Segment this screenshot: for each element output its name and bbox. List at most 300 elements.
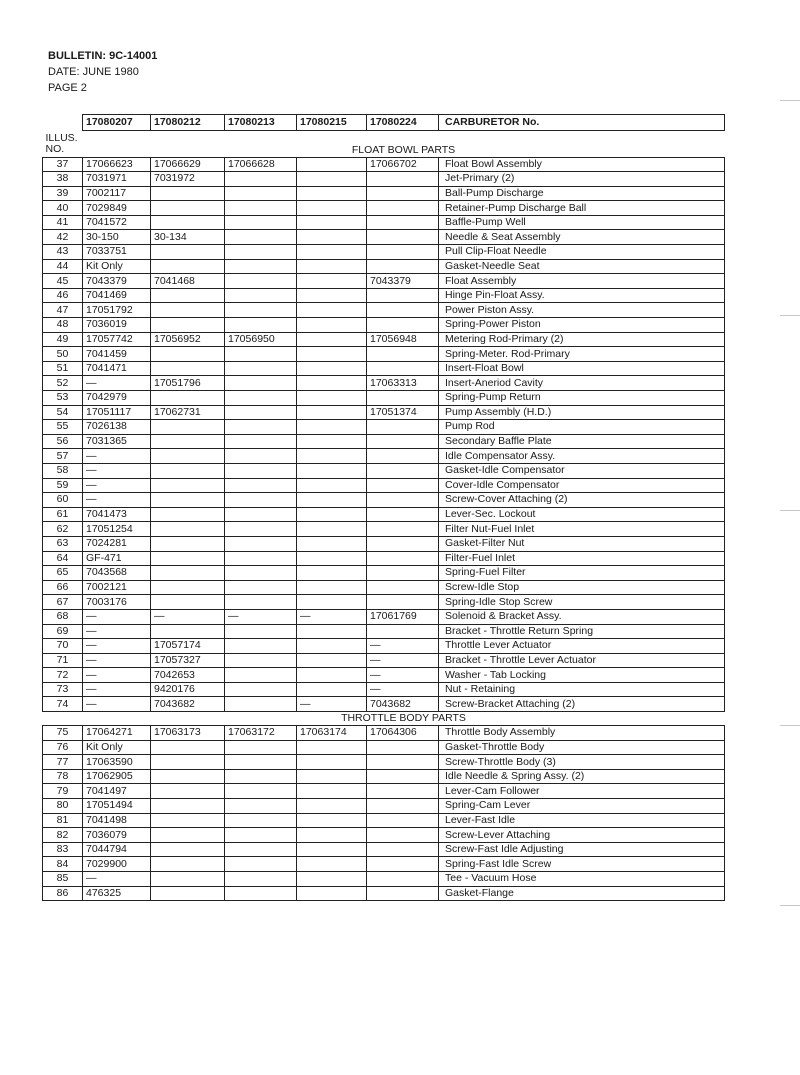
table-row — [43, 886, 725, 901]
illus-number: 69 — [43, 624, 83, 639]
part-number-cell — [151, 507, 225, 522]
illus-number: 43 — [43, 245, 83, 260]
part-number-cell — [225, 595, 297, 610]
margin-mark — [780, 100, 800, 101]
part-number-cell — [367, 478, 439, 493]
part-number-cell: — — [83, 449, 151, 464]
table-row — [43, 624, 725, 639]
part-number-cell — [151, 886, 225, 901]
table-row — [43, 536, 725, 551]
part-number-cell — [225, 886, 297, 901]
part-description: Float Bowl Assembly — [439, 157, 725, 172]
table-row — [43, 551, 725, 566]
table-row — [43, 172, 725, 187]
part-number-cell — [297, 639, 367, 654]
part-number-cell: 17051494 — [83, 799, 151, 814]
part-number-cell — [151, 288, 225, 303]
table-row — [43, 449, 725, 464]
part-number-cell — [225, 215, 297, 230]
illus-number: 68 — [43, 609, 83, 624]
illus-number: 38 — [43, 172, 83, 187]
part-number-cell — [151, 478, 225, 493]
part-number-cell — [367, 857, 439, 872]
table-row — [43, 391, 725, 406]
part-number-cell — [297, 318, 367, 333]
column-header: 17080224 — [367, 115, 439, 131]
illus-number: 77 — [43, 755, 83, 770]
part-number-cell — [151, 857, 225, 872]
part-description: Gasket-Filter Nut — [439, 536, 725, 551]
part-number-cell — [367, 799, 439, 814]
part-description: Metering Rod-Primary (2) — [439, 332, 725, 347]
part-number-cell: 7041498 — [83, 813, 151, 828]
table-row — [43, 828, 725, 843]
part-number-cell — [297, 303, 367, 318]
part-number-cell — [367, 259, 439, 274]
illus-number: 72 — [43, 668, 83, 683]
part-number-cell — [225, 857, 297, 872]
part-number-cell — [225, 230, 297, 245]
part-number-cell — [225, 405, 297, 420]
illus-number: 78 — [43, 769, 83, 784]
part-description: Spring-Meter. Rod-Primary — [439, 347, 725, 362]
carburetor-header-row — [43, 115, 725, 131]
part-description: Gasket-Needle Seat — [439, 259, 725, 274]
bulletin-number: BULLETIN: 9C-14001 — [48, 50, 158, 62]
part-number-cell: — — [83, 463, 151, 478]
table-row — [43, 215, 725, 230]
part-number-cell: 7041468 — [151, 274, 225, 289]
table-row — [43, 376, 725, 391]
part-description: Baffle-Pump Well — [439, 215, 725, 230]
part-number-cell — [151, 186, 225, 201]
illus-number: 75 — [43, 726, 83, 741]
part-number-cell — [367, 872, 439, 887]
part-number-cell — [297, 682, 367, 697]
part-number-cell — [367, 463, 439, 478]
part-number-cell: 17063173 — [151, 726, 225, 741]
part-number-cell — [297, 245, 367, 260]
illus-number: 56 — [43, 434, 83, 449]
part-number-cell — [151, 303, 225, 318]
part-number-cell — [225, 318, 297, 333]
table-row — [43, 186, 725, 201]
part-number-cell — [367, 230, 439, 245]
part-number-cell: 17062905 — [83, 769, 151, 784]
part-number-cell: GF-471 — [83, 551, 151, 566]
part-description: Solenoid & Bracket Assy. — [439, 609, 725, 624]
part-number-cell — [151, 755, 225, 770]
part-number-cell — [225, 580, 297, 595]
part-number-cell — [151, 828, 225, 843]
part-number-cell: 7041473 — [83, 507, 151, 522]
part-number-cell — [151, 201, 225, 216]
part-number-cell: 17051792 — [83, 303, 151, 318]
part-number-cell — [297, 886, 367, 901]
part-number-cell — [297, 828, 367, 843]
margin-mark — [780, 725, 800, 726]
part-number-cell — [225, 434, 297, 449]
part-number-cell — [297, 434, 367, 449]
table-row — [43, 769, 725, 784]
part-number-cell: 7002117 — [83, 186, 151, 201]
illus-label-line: NO. — [45, 142, 65, 155]
part-number-cell — [225, 463, 297, 478]
part-number-cell — [367, 551, 439, 566]
part-number-cell — [367, 842, 439, 857]
part-number-cell — [151, 566, 225, 581]
part-number-cell — [151, 245, 225, 260]
part-number-cell — [297, 201, 367, 216]
part-number-cell: 17051117 — [83, 405, 151, 420]
illus-number: 49 — [43, 332, 83, 347]
table-row — [43, 245, 725, 260]
part-number-cell — [225, 813, 297, 828]
part-description: Power Piston Assy. — [439, 303, 725, 318]
part-number-cell — [151, 740, 225, 755]
illus-number: 54 — [43, 405, 83, 420]
part-number-cell — [367, 172, 439, 187]
part-number-cell — [297, 784, 367, 799]
part-number-cell: 17063172 — [225, 726, 297, 741]
part-number-cell — [151, 769, 225, 784]
part-number-cell — [225, 872, 297, 887]
part-number-cell: — — [225, 609, 297, 624]
illus-number: 46 — [43, 288, 83, 303]
illus-number: 61 — [43, 507, 83, 522]
part-number-cell: 17051254 — [83, 522, 151, 537]
table-row — [43, 740, 725, 755]
part-description: Jet-Primary (2) — [439, 172, 725, 187]
part-number-cell: 7036079 — [83, 828, 151, 843]
part-number-cell: 17056950 — [225, 332, 297, 347]
part-number-cell — [225, 755, 297, 770]
part-description: Spring-Idle Stop Screw — [439, 595, 725, 610]
part-number-cell — [297, 595, 367, 610]
part-number-cell — [225, 245, 297, 260]
table-row — [43, 566, 725, 581]
table-row — [43, 784, 725, 799]
part-number-cell — [151, 361, 225, 376]
part-number-cell: 17061769 — [367, 609, 439, 624]
part-number-cell — [225, 507, 297, 522]
part-number-cell: 7042653 — [151, 668, 225, 683]
part-number-cell — [367, 595, 439, 610]
part-number-cell: 17057174 — [151, 639, 225, 654]
part-number-cell — [367, 755, 439, 770]
part-number-cell: 7002121 — [83, 580, 151, 595]
part-description: Idle Compensator Assy. — [439, 449, 725, 464]
table-row — [43, 609, 725, 624]
part-number-cell: 17057742 — [83, 332, 151, 347]
table-row — [43, 653, 725, 668]
part-number-cell: — — [83, 376, 151, 391]
table-row — [43, 799, 725, 814]
part-number-cell — [225, 828, 297, 843]
part-number-cell — [297, 376, 367, 391]
part-description: Screw-Fast Idle Adjusting — [439, 842, 725, 857]
part-number-cell — [225, 668, 297, 683]
part-description: Float Assembly — [439, 274, 725, 289]
part-number-cell — [225, 303, 297, 318]
part-number-cell — [225, 653, 297, 668]
part-description: Washer - Tab Locking — [439, 668, 725, 683]
part-number-cell — [297, 566, 367, 581]
part-description: Gasket-Flange — [439, 886, 725, 901]
part-number-cell: 17063313 — [367, 376, 439, 391]
part-number-cell: 476325 — [83, 886, 151, 901]
part-number-cell — [297, 230, 367, 245]
part-description: Bracket - Throttle Lever Actuator — [439, 653, 725, 668]
bulletin-date: DATE: JUNE 1980 — [48, 66, 139, 78]
part-description: Filter Nut-Fuel Inlet — [439, 522, 725, 537]
part-number-cell — [297, 215, 367, 230]
part-number-cell: — — [151, 609, 225, 624]
page-number: PAGE 2 — [48, 82, 87, 94]
part-number-cell — [151, 551, 225, 566]
part-number-cell — [151, 799, 225, 814]
part-number-cell — [225, 536, 297, 551]
part-description: Spring-Power Piston — [439, 318, 725, 333]
part-description: Hinge Pin-Float Assy. — [439, 288, 725, 303]
illus-number: 40 — [43, 201, 83, 216]
part-number-cell: — — [297, 697, 367, 712]
part-number-cell: 30-150 — [83, 230, 151, 245]
part-number-cell — [297, 842, 367, 857]
table-row — [43, 274, 725, 289]
table-row — [43, 230, 725, 245]
illus-number: 48 — [43, 318, 83, 333]
table-row — [43, 347, 725, 362]
part-number-cell — [297, 668, 367, 683]
part-number-cell — [297, 259, 367, 274]
part-number-cell — [151, 784, 225, 799]
part-number-cell: 7041459 — [83, 347, 151, 362]
illus-number: 60 — [43, 493, 83, 508]
part-number-cell: — — [83, 639, 151, 654]
column-header: 17080215 — [297, 115, 367, 131]
table-row — [43, 201, 725, 216]
part-number-cell — [151, 215, 225, 230]
illus-number: 84 — [43, 857, 83, 872]
table-row — [43, 405, 725, 420]
part-number-cell — [151, 347, 225, 362]
part-description: Spring-Cam Lever — [439, 799, 725, 814]
part-number-cell: 7036019 — [83, 318, 151, 333]
table-row — [43, 507, 725, 522]
illus-number: 42 — [43, 230, 83, 245]
part-number-cell — [297, 405, 367, 420]
section-header-row — [43, 131, 725, 158]
illus-number: 53 — [43, 391, 83, 406]
margin-mark — [780, 510, 800, 511]
part-number-cell — [297, 872, 367, 887]
part-description: Secondary Baffle Plate — [439, 434, 725, 449]
part-number-cell — [151, 420, 225, 435]
part-number-cell — [367, 828, 439, 843]
part-number-cell — [151, 624, 225, 639]
part-description: Spring-Fast Idle Screw — [439, 857, 725, 872]
part-number-cell — [367, 522, 439, 537]
illus-number: 65 — [43, 566, 83, 581]
part-description: Spring-Fuel Filter — [439, 566, 725, 581]
part-number-cell: 17066623 — [83, 157, 151, 172]
part-number-cell: 7043568 — [83, 566, 151, 581]
part-number-cell: 7041497 — [83, 784, 151, 799]
part-number-cell: 17064271 — [83, 726, 151, 741]
part-number-cell: 17063174 — [297, 726, 367, 741]
part-number-cell: 17057327 — [151, 653, 225, 668]
part-number-cell — [297, 580, 367, 595]
part-number-cell: 7031365 — [83, 434, 151, 449]
table-row — [43, 318, 725, 333]
part-number-cell — [297, 347, 367, 362]
part-description: Cover-Idle Compensator — [439, 478, 725, 493]
table-row — [43, 288, 725, 303]
part-number-cell — [297, 799, 367, 814]
part-number-cell — [225, 740, 297, 755]
table-row — [43, 522, 725, 537]
part-description: Insert-Aneriod Cavity — [439, 376, 725, 391]
part-number-cell: — — [83, 653, 151, 668]
part-number-cell: 7043379 — [367, 274, 439, 289]
part-number-cell — [225, 361, 297, 376]
part-number-cell — [225, 391, 297, 406]
part-number-cell — [225, 478, 297, 493]
illus-number: 37 — [43, 157, 83, 172]
table-row — [43, 332, 725, 347]
part-number-cell — [151, 449, 225, 464]
part-number-cell — [225, 376, 297, 391]
part-number-cell: 7041469 — [83, 288, 151, 303]
part-number-cell: 30-134 — [151, 230, 225, 245]
part-number-cell — [367, 769, 439, 784]
illus-number: 45 — [43, 274, 83, 289]
part-number-cell — [151, 259, 225, 274]
table-row — [43, 478, 725, 493]
part-number-cell — [367, 507, 439, 522]
part-number-cell — [225, 624, 297, 639]
table-row — [43, 755, 725, 770]
part-number-cell — [297, 507, 367, 522]
part-number-cell — [367, 624, 439, 639]
part-description: Retainer-Pump Discharge Ball — [439, 201, 725, 216]
part-description: Tee - Vacuum Hose — [439, 872, 725, 887]
part-number-cell — [225, 259, 297, 274]
part-number-cell — [225, 449, 297, 464]
part-number-cell: 7043682 — [151, 697, 225, 712]
part-number-cell — [225, 842, 297, 857]
part-number-cell — [367, 318, 439, 333]
illus-number: 83 — [43, 842, 83, 857]
part-number-cell: 17066702 — [367, 157, 439, 172]
part-number-cell — [367, 784, 439, 799]
part-number-cell — [367, 566, 439, 581]
part-number-cell — [225, 784, 297, 799]
part-number-cell — [151, 872, 225, 887]
part-number-cell — [367, 201, 439, 216]
part-number-cell: 17051796 — [151, 376, 225, 391]
part-number-cell — [297, 463, 367, 478]
part-number-cell — [297, 157, 367, 172]
part-number-cell — [297, 449, 367, 464]
section-header-row — [43, 712, 725, 726]
part-description: Throttle Body Assembly — [439, 726, 725, 741]
part-number-cell — [151, 842, 225, 857]
part-number-cell — [297, 624, 367, 639]
part-number-cell — [297, 857, 367, 872]
part-number-cell — [151, 463, 225, 478]
part-number-cell — [297, 420, 367, 435]
part-number-cell — [297, 288, 367, 303]
part-number-cell — [225, 172, 297, 187]
part-number-cell: 7043379 — [83, 274, 151, 289]
part-number-cell — [225, 769, 297, 784]
part-number-cell — [297, 186, 367, 201]
part-number-cell — [225, 522, 297, 537]
table-row — [43, 463, 725, 478]
table-row — [43, 493, 725, 508]
part-number-cell — [367, 303, 439, 318]
part-number-cell — [297, 274, 367, 289]
part-description: Spring-Pump Return — [439, 391, 725, 406]
part-number-cell — [297, 391, 367, 406]
illus-number: 66 — [43, 580, 83, 595]
part-number-cell — [297, 769, 367, 784]
illus-number: 63 — [43, 536, 83, 551]
part-number-cell: 7033751 — [83, 245, 151, 260]
table-row — [43, 434, 725, 449]
part-number-cell — [225, 551, 297, 566]
part-number-cell: 17063590 — [83, 755, 151, 770]
part-number-cell: — — [83, 697, 151, 712]
table-row — [43, 682, 725, 697]
part-number-cell — [151, 536, 225, 551]
illus-number: 82 — [43, 828, 83, 843]
part-number-cell — [297, 653, 367, 668]
part-number-cell: 7043682 — [367, 697, 439, 712]
part-number-cell: — — [83, 609, 151, 624]
part-number-cell — [225, 274, 297, 289]
part-number-cell: — — [83, 668, 151, 683]
part-number-cell — [297, 493, 367, 508]
part-description: Throttle Lever Actuator — [439, 639, 725, 654]
illus-number: 71 — [43, 653, 83, 668]
part-number-cell — [151, 434, 225, 449]
part-number-cell: — — [83, 682, 151, 697]
part-description: Screw-Throttle Body (3) — [439, 755, 725, 770]
table-row — [43, 639, 725, 654]
part-number-cell: — — [297, 609, 367, 624]
part-number-cell: 17051374 — [367, 405, 439, 420]
part-number-cell — [367, 245, 439, 260]
part-number-cell: 7031972 — [151, 172, 225, 187]
part-number-cell — [225, 639, 297, 654]
part-number-cell — [151, 493, 225, 508]
parts-table — [42, 114, 725, 901]
part-description: Pump Rod — [439, 420, 725, 435]
illus-number: 80 — [43, 799, 83, 814]
carburetor-label: CARBURETOR No. — [439, 115, 725, 131]
table-row — [43, 857, 725, 872]
table-row — [43, 157, 725, 172]
illus-number: 79 — [43, 784, 83, 799]
illus-label — [43, 131, 83, 158]
part-description: Nut - Retaining — [439, 682, 725, 697]
part-number-cell: Kit Only — [83, 259, 151, 274]
part-number-cell: — — [367, 682, 439, 697]
part-number-cell: 17062731 — [151, 405, 225, 420]
